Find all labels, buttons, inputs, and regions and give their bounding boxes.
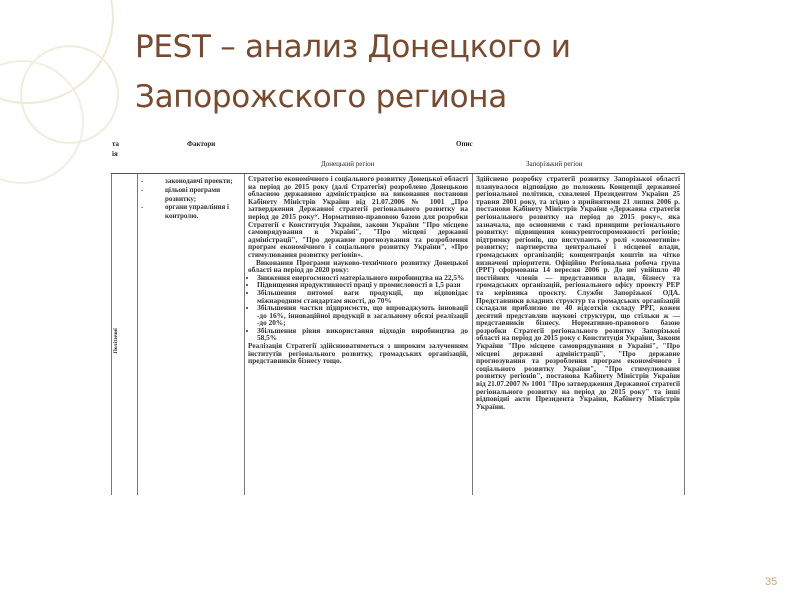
table-header	[111, 137, 685, 174]
table-divider	[137, 174, 138, 495]
pest-table	[111, 137, 685, 495]
table-divider	[472, 174, 473, 495]
factor-item: - цільові програми розвитку;	[141, 185, 221, 203]
zaporizhzhia-cell	[476, 175, 680, 410]
list-item: • Зниження енергоємності матеріального виробництва на 22,5%	[257, 274, 468, 282]
list-item: • Підвищення продуктивності праці у промисловості в 1,5 рази	[257, 281, 468, 289]
decorative-circle	[20, 45, 119, 144]
factor-item: - законодавчі проекти;	[141, 177, 233, 185]
zaporizhzhia-strategy-text: Здійснено розробку стратегії розвитку Запорізької області планувалося відповідно до положень Концепції державної регіональної політики, схваленої Президентом України 25 травня 2001 року, та згідно з прийнятими 21 липня 2006 р. постанови Кабінету Міністрів України «Державна стратегія регіонального розвитку на період до 2015 року», яка зазначала, що основними є такі принципи регіонального розвитку: підвищення конкурентоспроможності регіонів; підтримку регіонів, що виступають у ролі «локомотивів» розвитку; партнерства центральної і місцевої влади, громадських організацій; концентрація коштів на чітко визначені пріоритети. Офіційно Регіональна робоча група (РРГ) сформована 14 вересня 2006 р. До неї увійшло 40 постійних членів — представники влади, бізнесу та громадських організацій, регіонального офісу проекту РЕР та керівника проєкту. Служби Запорізької ОДА. Представники владних структур та громадських організацій складали приблизно по 40 відсотків складу РРГ, кожен десятий представляв наукові структури, що стільки ж — представників бізнесу. Нормативно-правового базою розробки Стратегії регіонального розвитку Запорізької області на період до 2015 року є Конституція України, Закони України "Про місцеве самоврядування в Україні", "Про місцеві державні адміністрації", "Про державне прогнозування та розроблення програм економічного і соціального розвитку України", "Про стимулювання розвитку регіонів", постанова Кабінету Міністрів України від 21.07.2007 № 1001 "Про затвердження Державної стратегії регіонального розвитку на період до 2015 року" та інші відповідні акти Президента України, Кабінету Міністрів України.	[476, 174, 681, 411]
slide-title: PEST – анализ Донецкого и Запорожского региона	[135, 29, 571, 115]
header-left-bottom: ія	[112, 150, 118, 158]
table-border	[684, 174, 685, 495]
factors-list	[139, 177, 239, 221]
donetsk-cell	[248, 175, 468, 365]
header-description: Опис	[456, 140, 473, 148]
header-factors: Фактори	[187, 140, 216, 148]
list-item: • Збільшення питомої ваги продукції, що відповідає міжнародним стандартам якості, до 70%	[257, 289, 468, 304]
donetsk-program-intro: Виконання Програми науково-технічного розвитку Донецької області на період до 2020 року:	[248, 257, 468, 275]
row-label-political: Політичні	[112, 328, 119, 354]
list-item: • Збільшення рівня використання відходів виробництва до 58,5%	[257, 327, 468, 342]
donetsk-strategy-text: Стратегію економічного і соціального розвитку Донецької області на період до 2015 року (далі Стратегія) розроблено Донецькою обласною державною адміністрацією на виконання постанови Кабінету Міністрів України від 21.07.2006 № 1001 „Про затвердження Державної стратегії регіонального розвитку на період до 2015 року“. Нормативно-правовою базою для розробки Стратегії є Конституція України, закони України "Про місцеве самоврядування в Україні", "Про місцеві державні адміністрації", "Про державне прогнозування та розроблення програм економічного і соціального розвитку України", «Про стимулювання розвитку регіонів».	[248, 174, 468, 259]
header-left-top: та	[112, 140, 120, 148]
header-zaporizhzhia: Запорізький регіон	[526, 160, 583, 168]
factor-item: - органи управління і контролю.	[141, 203, 229, 221]
donetsk-bullet-list	[248, 274, 468, 342]
header-donetsk: Донецький регіон	[321, 160, 375, 168]
donetsk-tail-text: Реалізація Стратегії здійснюватиметься з широким залученням інститутів регіонального розвитку, громадських організацій, представників бізнесу тощо.	[248, 341, 468, 366]
list-item: • Збільшення частки підприємств, що впроваджують інновації -до 16%, інноваційної продукції в загальному обсязі реалізації -до 20%;	[257, 304, 468, 327]
slide-number: 35	[765, 576, 778, 588]
